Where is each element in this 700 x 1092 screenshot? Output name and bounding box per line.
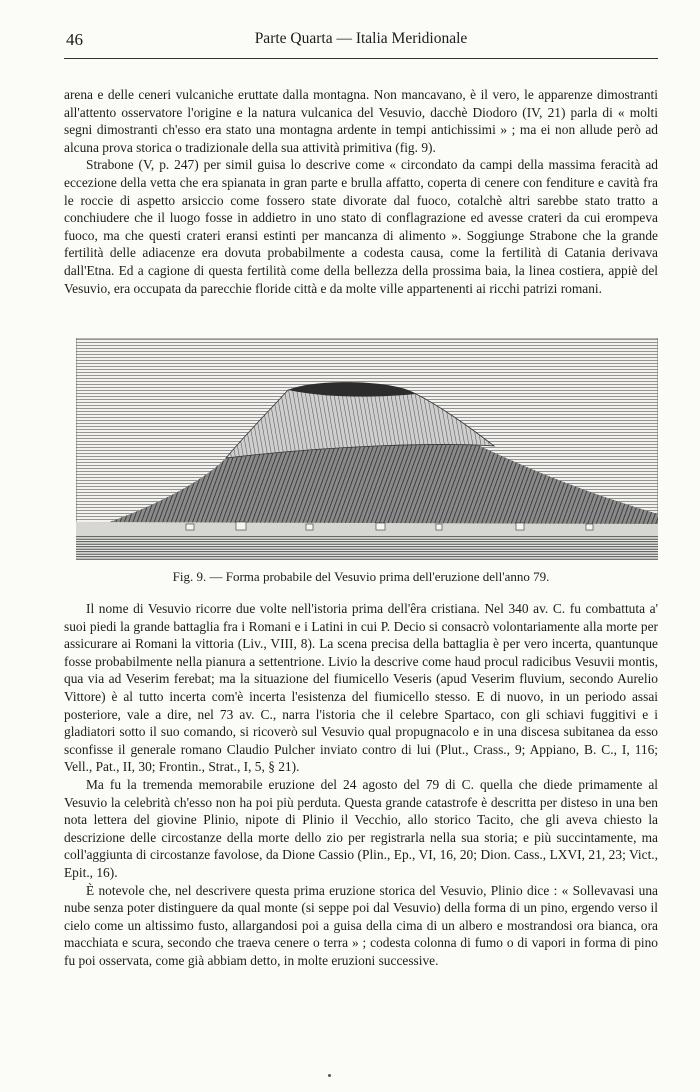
paragraph: Ma fu la tremenda memorabile eruzione del 24 agosto del 79 di C. quella che diede primamente al Vesuvio la celebrità ch'esso non ha poi più perduta. Questa grande catastrofe è descritta per disteso in una ben nota lettera del giovine Plinio, nipote di Plinio il Vecchio, allo storico Tacito, che gli aveva chiesto la descrizione delle circostanze della morte dello zio per registrarla nella sua storia; e più succintamente, ma coll'aggiunta di circostanze favolose, da Dione Cassio (Plin., Ep., VI, 16, 20; Dion. Cass., LXVI, 21, 23; Vict., Epit., 16). [64, 776, 658, 880]
page-header [66, 30, 656, 54]
paragraph: Strabone (V, p. 247) per simil guisa lo descrive come « circondato da campi della massima feracità ad eccezione della vetta che era spianata in gran parte e brulla affatto, coperta di cenere con fenditure e cavità fra le roccie di aspetto arsiccio come fossero state divorate dal fuoco, cotalchè altri sarebbe stato tratto a conchiudere che il luogo fosse in addietro in uno stato di conflagrazione ed avesse crateri da cui erompeva fuoco, ma che questi crateri eransi estinti per mancanza di alimento ». Soggiunge Strabone che la grande fertilità delle adiacenze era dovuta probabilmente a codesta causa, come la fertilità di Catania derivava dall'Etna. Ed a cagione di questa fertilità come della bellezza della prossima baia, la linea costiera, appiè del Vesuvio, era occupata da parecchie floride città e da molte ville appartenenti ai ricchi patrizi romani. [64, 157, 658, 296]
paragraph: Il nome di Vesuvio ricorre due volte nell'istoria prima dell'êra cristiana. Nel 340 av. C. fu combattuta a' suoi piedi la grande battaglia fra i Romani e i Latini in cui P. Decio si consacrò volontariamente alla morte per assicurare ai Romani la vittoria (Liv., VIII, 8). La scena precisa della battaglia è per vero incerta, quantunque fosse probabilmente nella pianura a settentrione. Livio la descrive come haud procul radicibus Vesuvii montis, qua via ad Veserim ferebat; ma la situazione del fiumicello Veseris (apud Veserim fluvium, secondo Aurelio Vittore) è al tutto incerta com'è incerta l'esistenza del fiumicello stesso. E di nuovo, in un periodo assai posteriore, vale a dire, nel 73 av. C., narra l'istoria che il celebre Spartaco, con gli schiavi fuggitivi e i gladiatori sotto il suo comando, si ricoverò sul Vesuvio qual propugnacolo e in una discesa subitanea da esso sconfisse il generale romano Claudio Pulcher inviato contro di lui (Plut., Crass., 9; Appiano, B. C., I, 116; Vell., Pat., II, 30; Frontin., Strat., I, 5, § 21). [64, 601, 658, 775]
bottom-text-block [64, 600, 658, 969]
page-dot [328, 1074, 331, 1077]
vesuvius-engraving [76, 338, 658, 560]
paragraph: arena e delle ceneri vulcaniche eruttate dalla montagna. Non mancavano, è il vero, le apparenze dimostranti all'attento osservatore l'origine e la natura vulcanica del Vesuvio, dacchè Diodoro (IV, 21) parla di « molti segni dimostranti ch'esso era stato una montagna ardente in tempi antichissimi » ; ma ei non allude però ad alcuna prova storica o tradizionale della sua attività primitiva (fig. 9). [64, 87, 658, 155]
top-text-block [64, 86, 658, 297]
figure-caption: Fig. 9. — Forma probabile del Vesuvio prima dell'eruzione dell'anno 79. [172, 569, 550, 584]
header-rule [64, 58, 658, 59]
running-title: Parte Quarta — Italia Meridionale [254, 30, 468, 47]
page-number: 46 [66, 30, 83, 49]
paragraph: È notevole che, nel descrivere questa prima eruzione storica del Vesuvio, Plinio dice : « Sollevavasi una nube senza poter distinguere da qual monte (si seppe poi dal Vesuvio) della forma di un pino, ergendo verso il cielo come un altissimo fusto, allargandosi poi a guisa della cima di un albero e mostrandosi ora bianca, ora macchiata e scura, secondo che traeva cenere o terra » ; codesta colonna di fumo o di vapori in forma di pino fu poi osservata, come già abbiam detto, in molte eruzioni successive. [64, 882, 658, 968]
